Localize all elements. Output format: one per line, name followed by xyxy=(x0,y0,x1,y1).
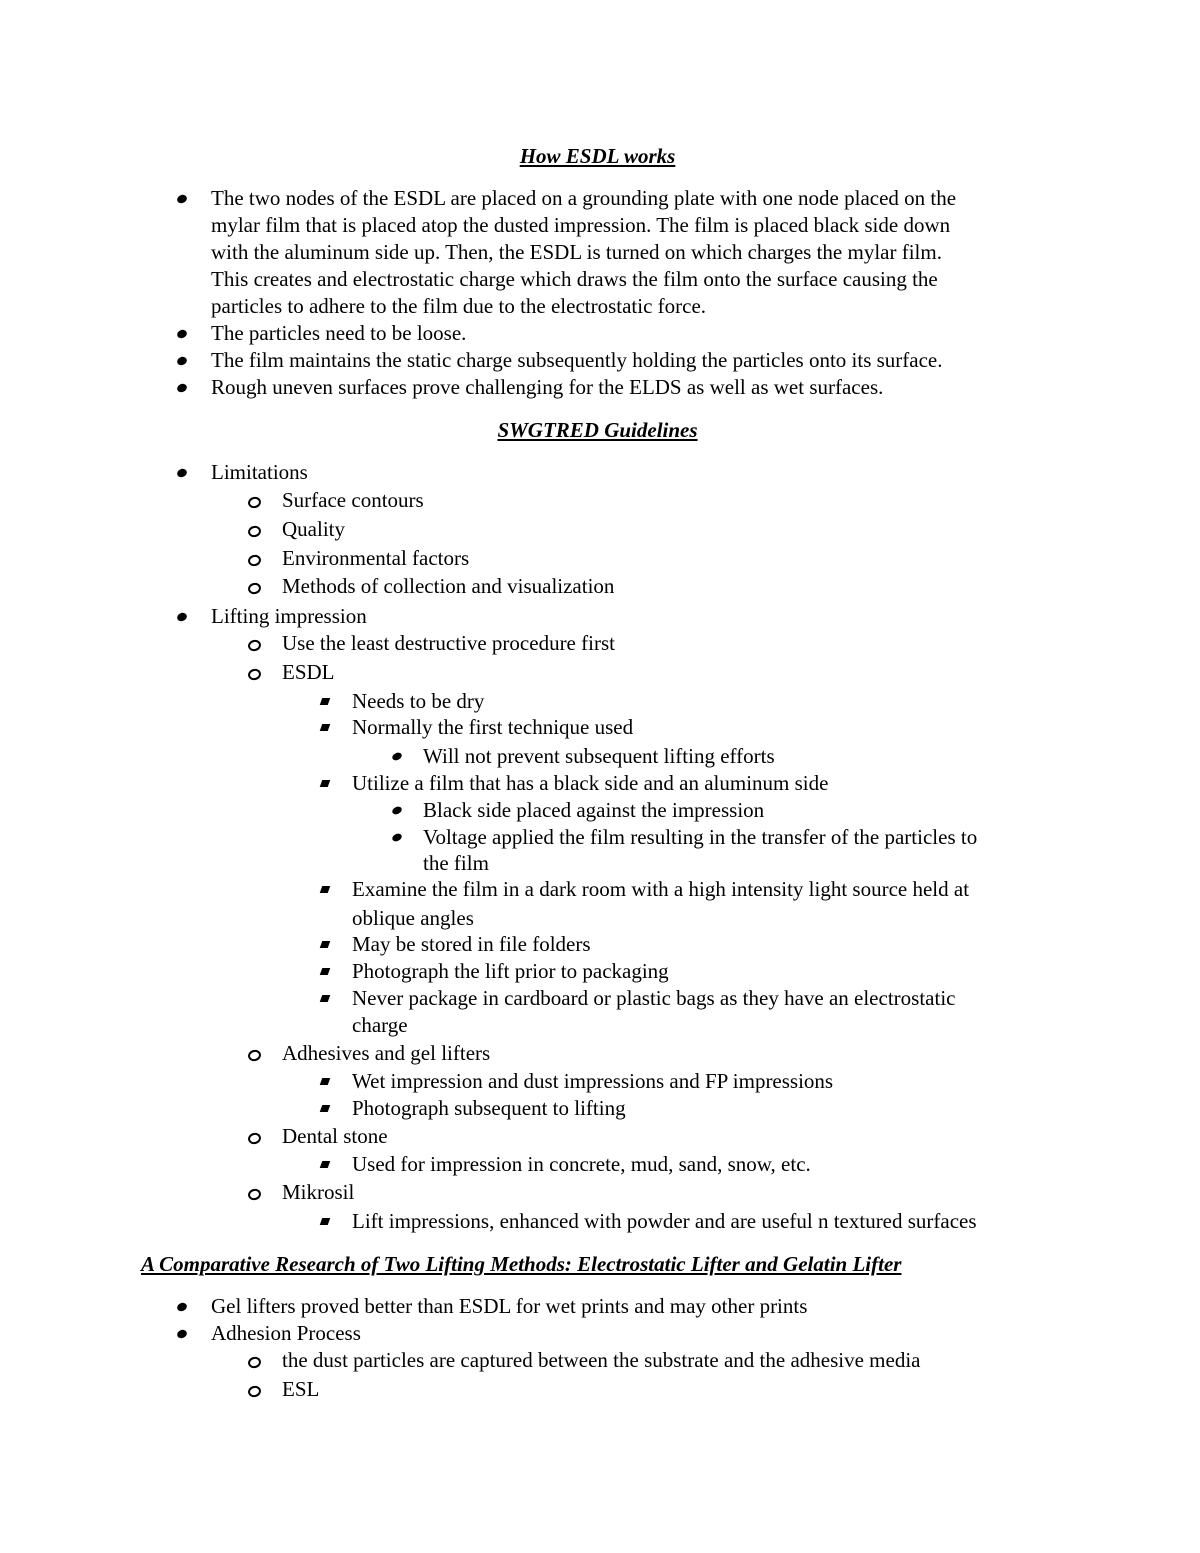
list-item-line: the film xyxy=(423,851,489,875)
list-item-line: Will not prevent subsequent lifting efforts xyxy=(423,744,775,768)
bullet-disc-icon xyxy=(176,1328,188,1339)
list-item-line: Mikrosil xyxy=(282,1180,355,1204)
list-item-line: Utilize a film that has a black side and an aluminum side xyxy=(352,771,829,795)
bullet-circle-icon xyxy=(247,1385,262,1399)
list-item-line: the dust particles are captured between the substrate and the adhesive media xyxy=(282,1348,921,1372)
bullet-disc-icon xyxy=(391,805,403,816)
bullet-disc-icon xyxy=(391,751,403,762)
bullet-square-icon xyxy=(320,886,331,893)
list-item-line: Dental stone xyxy=(282,1124,388,1148)
bullet-square-icon xyxy=(320,1161,331,1168)
list-item-line: oblique angles xyxy=(352,906,474,930)
list-item-line: Methods of collection and visualization xyxy=(282,574,615,598)
bullet-square-icon xyxy=(320,1218,331,1225)
heading-comparative-research: A Comparative Research of Two Lifting Methods: Electrostatic Lifter and Gelatin Lifter xyxy=(141,1252,902,1276)
list-item-line: The two nodes of the ESDL are placed on a grounding plate with one node placed on the xyxy=(211,186,957,210)
bullet-disc-icon xyxy=(176,193,188,204)
list-item-line: Lifting impression xyxy=(211,604,367,628)
list-item-line: Normally the first technique used xyxy=(352,715,634,739)
list-item-line: charge xyxy=(352,1013,408,1037)
bullet-circle-icon xyxy=(247,639,262,653)
list-item-line: Environmental factors xyxy=(282,546,470,570)
bullet-disc-icon xyxy=(176,611,188,622)
list-item-line: This creates and electrostatic charge which draws the film onto the surface causing the xyxy=(211,267,938,291)
heading-how-esdl-works: How ESDL works xyxy=(519,144,676,168)
list-item-line: Wet impression and dust impressions and FP impressions xyxy=(352,1069,834,1093)
list-item-line: Use the least destructive procedure first xyxy=(282,631,615,655)
bullet-square-icon xyxy=(320,1078,331,1085)
list-item-line: ESL xyxy=(282,1377,320,1401)
list-item-line: Never package in cardboard or plastic bags as they have an electrostatic xyxy=(352,986,956,1010)
list-item-line: Limitations xyxy=(211,460,308,484)
bullet-square-icon xyxy=(320,780,331,787)
bullet-circle-icon xyxy=(247,1356,262,1370)
bullet-square-icon xyxy=(320,995,331,1002)
list-item-line: The film maintains the static charge subsequently holding the particles onto its surface. xyxy=(211,348,943,372)
bullet-circle-icon xyxy=(247,496,262,510)
list-item-line: mylar film that is placed atop the dusted impression. The film is placed black side down xyxy=(211,213,951,237)
list-item-line: Used for impression in concrete, mud, sand, snow, etc. xyxy=(352,1152,811,1176)
list-item-line: Needs to be dry xyxy=(352,689,485,713)
list-item-line: May be stored in file folders xyxy=(352,932,591,956)
bullet-disc-icon xyxy=(176,1301,188,1312)
list-item-line: with the aluminum side up. Then, the ESDL is turned on which charges the mylar film. xyxy=(211,240,942,264)
list-item-line: particles to adhere to the film due to the electrostatic force. xyxy=(211,294,707,318)
bullet-circle-icon xyxy=(247,525,262,539)
bullet-circle-icon xyxy=(247,1188,262,1202)
list-item-line: Gel lifters proved better than ESDL for wet prints and may other prints xyxy=(211,1294,808,1318)
list-item-line: Examine the film in a dark room with a high intensity light source held at xyxy=(352,877,970,901)
list-item-line: Photograph subsequent to lifting xyxy=(352,1096,626,1120)
list-item-line: Rough uneven surfaces prove challenging for the ELDS as well as wet surfaces. xyxy=(211,375,884,399)
bullet-disc-icon xyxy=(176,328,188,339)
list-item-line: The particles need to be loose. xyxy=(211,321,467,345)
list-item-line: Surface contours xyxy=(282,488,424,512)
list-item-line: Photograph the lift prior to packaging xyxy=(352,959,669,983)
bullet-square-icon xyxy=(320,698,331,705)
list-item-line: Quality xyxy=(282,517,345,541)
list-item-line: Lift impressions, enhanced with powder and are useful n textured surfaces xyxy=(352,1209,977,1233)
bullet-square-icon xyxy=(320,724,331,731)
bullet-square-icon xyxy=(320,968,331,975)
list-item-line: Voltage applied the film resulting in the transfer of the particles to xyxy=(423,825,978,849)
bullet-disc-icon xyxy=(176,467,188,478)
list-item-line: Black side placed against the impression xyxy=(423,798,765,822)
bullet-disc-icon xyxy=(391,832,403,843)
bullet-circle-icon xyxy=(247,582,262,596)
heading-swgtred-guidelines: SWGTRED Guidelines xyxy=(497,418,698,442)
bullet-circle-icon xyxy=(247,1049,262,1063)
bullet-square-icon xyxy=(320,1105,331,1112)
list-item-line: Adhesion Process xyxy=(211,1321,361,1345)
bullet-circle-icon xyxy=(247,1132,262,1146)
list-item-line: ESDL xyxy=(282,660,335,684)
bullet-square-icon xyxy=(320,941,331,948)
list-item-line: Adhesives and gel lifters xyxy=(282,1041,491,1065)
bullet-disc-icon xyxy=(176,355,188,366)
bullet-circle-icon xyxy=(247,554,262,568)
bullet-disc-icon xyxy=(176,382,188,393)
bullet-circle-icon xyxy=(247,668,262,682)
